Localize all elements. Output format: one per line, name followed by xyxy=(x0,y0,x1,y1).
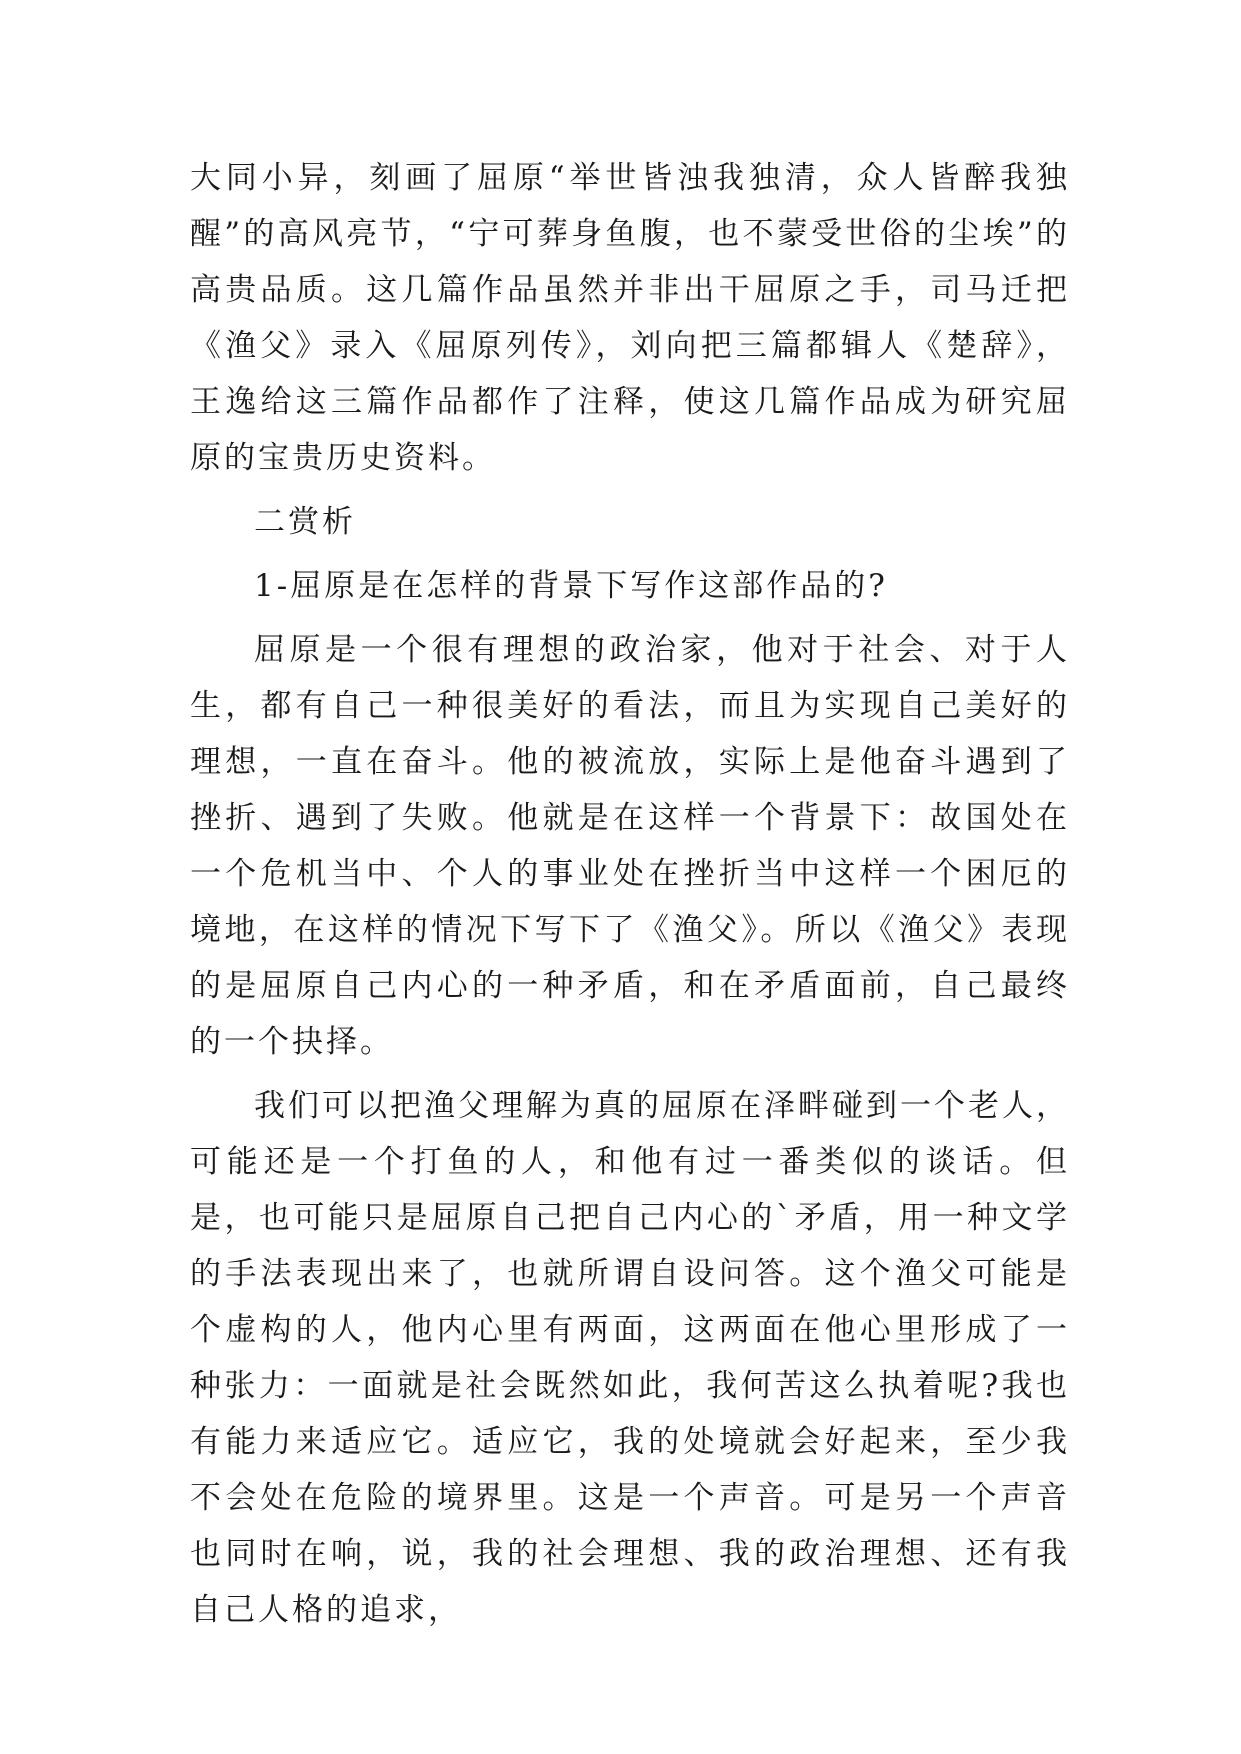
section-heading-analysis: 二赏析 xyxy=(254,504,356,540)
paragraph-intro-continuation: 大同小异，刻画了屈原“举世皆浊我独清，众人皆醉我独醒”的高风亮节，“宁可葬身鱼腹，也不蒙受世俗的尘埃”的高贵品质。这几篇作品虽然并非出干屈原之手，司马迁把《渔父》录入《屈原列传》，刘向把三篇都辑人《楚辞》，王逸给这三篇作品都作了注释，使这几篇作品成为研究屈原的宝贵历史资料。 xyxy=(190,160,1070,476)
document-page xyxy=(190,150,1070,1638)
question-heading: 1-屈原是在怎样的背景下写作这部作品的? xyxy=(254,568,888,604)
paragraph-background: 屈原是一个很有理想的政治家，他对于社会、对于人生，都有自己一种很美好的看法，而且为实现自己美好的理想，一直在奋斗。他的被流放，实际上是他奋斗遇到了挫折、遇到了失败。他就是在这样一个背景下：故国处在一个危机当中、个人的事业处在挫折当中这样一个困厄的境地，在这样的情况下写下了《渔父》。所以《渔父》表现的是屈原自己内心的一种矛盾，和在矛盾面前，自己最终的一个抉择。 xyxy=(190,632,1070,1060)
paragraph-fisherman-interpretation: 我们可以把渔父理解为真的屈原在泽畔碰到一个老人，可能还是一个打鱼的人，和他有过一番类似的谈话。但是，也可能只是屈原自己把自己内心的`矛盾，用一种文学的手法表现出来了，也就所谓自设问答。这个渔父可能是个虚构的人，他内心里有两面，这两面在他心里形成了一种张力：一面就是社会既然如此，我何苦这么执着呢?我也有能力来适应它。适应它，我的处境就会好起来，至少我不会处在危险的境界里。这是一个声音。可是另一个声音也同时在响，说，我的社会理想、我的政治理想、还有我自己人格的追求， xyxy=(190,1088,1070,1628)
